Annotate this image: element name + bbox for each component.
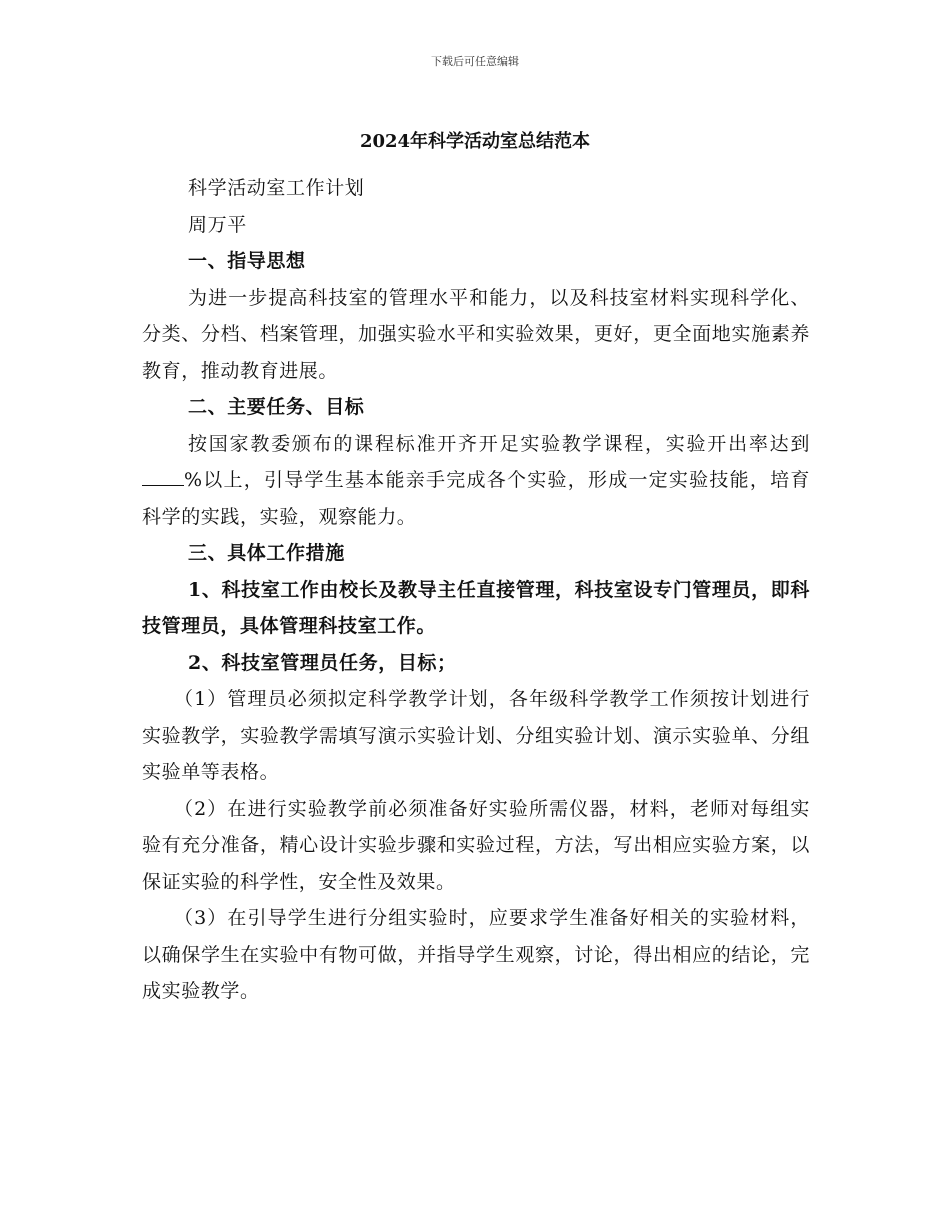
section-1-paragraph: 为进一步提高科技室的管理水平和能力，以及科技室材料实现科学化、分类、分档、档案管理，加强实验水平和实验效果，更好，更全面地实施素养教育，推动教育进展。	[142, 286, 810, 382]
section-1-heading: 一、指导思想	[188, 250, 306, 272]
section-3-subitem-2: （2）在进行实验教学前必须准备好实验所需仪器，材料，老师对每组实验有充分准备，精心设计实验步骤和实验过程，方法，写出相应实验方案，以保证实验的科学性，安全性及效果。	[142, 797, 810, 893]
header-note: 下载后可任意编辑	[431, 55, 519, 68]
section-2-text-after: %以上，引导学生基本能亲手完成各个实验，形成一定实验技能，培育科学的实践，实验，观察能力。	[142, 469, 810, 528]
section-3-item-2: 2、科技室管理员任务，目标；	[188, 651, 457, 674]
document-title: 2024年科学活动室总结范本	[359, 131, 591, 152]
section-3-subitem-1: （1）管理员必须拟定科学教学计划，各年级科学教学工作须按计划进行实验教学，实验教学需填写演示实验计划、分组实验计划、演示实验单、分组实验单等表格。	[142, 688, 810, 783]
section-3-subitem-3: （3）在引导学生进行分组实验时，应要求学生准备好相关的实验材料，以确保学生在实验中有物可做，并指导学生观察，讨论，得出相应的结论，完成实验教学。	[142, 907, 810, 1002]
section-3-item-1: 1、科技室工作由校长及教导主任直接管理，科技室设专门管理员，即科技管理员，具体管理科技室工作。	[142, 578, 810, 637]
document-body	[142, 170, 810, 1010]
section-2-heading: 二、主要任务、目标	[188, 396, 365, 418]
section-2-paragraph	[142, 426, 810, 536]
section-3-heading: 三、具体工作措施	[188, 542, 345, 564]
author-name: 周万平	[188, 213, 247, 236]
document-subtitle: 科学活动室工作计划	[188, 177, 365, 199]
fill-in-blank	[142, 468, 184, 486]
section-2-text-before: 按国家教委颁布的课程标准开齐开足实验教学课程，实验开出率达到	[188, 432, 810, 455]
